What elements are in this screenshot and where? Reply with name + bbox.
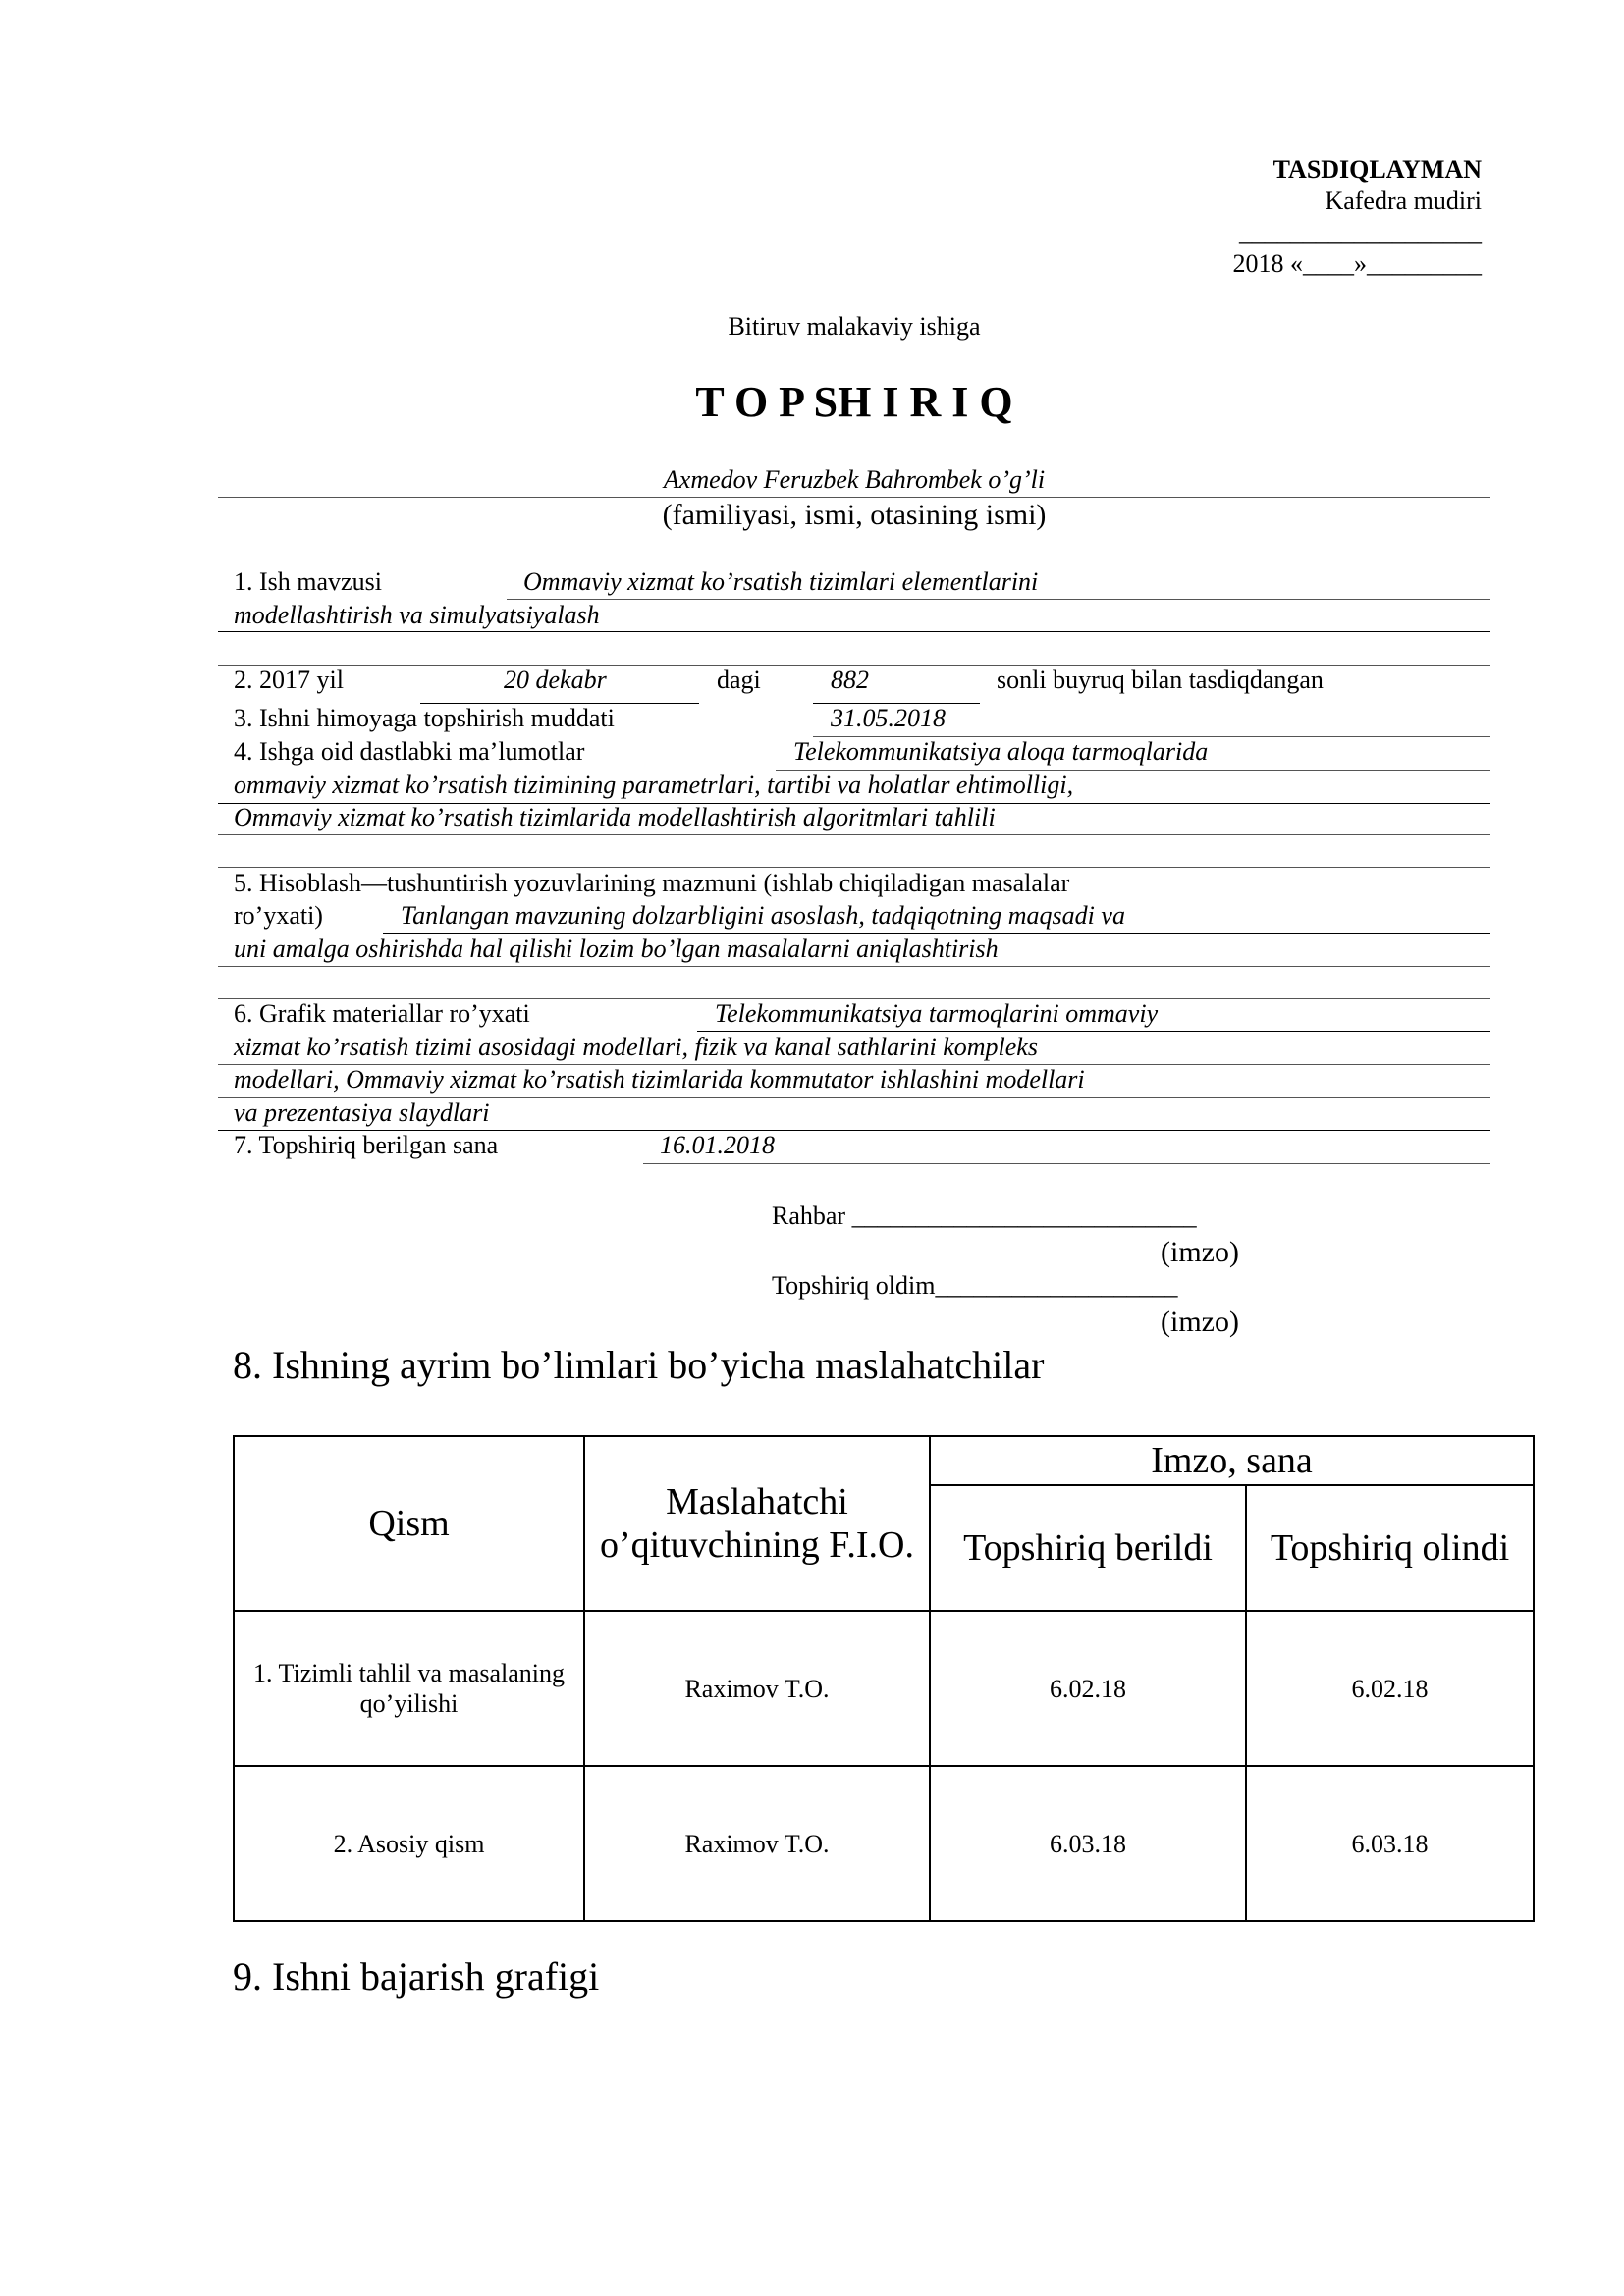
s1-value-1: Ommaviy xizmat ko’rsatish tizimlari elementlarini: [523, 567, 1039, 596]
s6-value-1: Telekommunikatsiya tarmoqlarini ommaviy: [715, 999, 1159, 1028]
approval-signature-line: ___________________: [1239, 218, 1482, 246]
s4-value-1: Telekommunikatsiya aloqa tarmoqlarida: [793, 737, 1209, 766]
student-caption: (familiyasi, ismi, otasining ismi): [662, 499, 1047, 531]
s1-line-1: [507, 599, 1490, 600]
col-received-header: Topshiriq olindi: [1246, 1485, 1534, 1611]
received-signature: Topshiriq oldim___________________: [772, 1271, 1178, 1300]
approval-role: Kafedra mudiri: [1325, 187, 1482, 215]
student-name: Axmedov Feruzbek Bahrombek o’g’li: [663, 465, 1046, 494]
s4-line-4: [218, 867, 1490, 868]
row-received: 6.02.18: [1246, 1611, 1534, 1766]
row-teacher: Raximov T.O.: [584, 1611, 930, 1766]
s2-number: 882: [831, 666, 869, 694]
s1-line-2: [218, 631, 1490, 632]
document-subtitle: Bitiruv malakaviy ishiga: [728, 312, 981, 341]
table-row: [234, 1611, 1534, 1766]
s6-value-2: xizmat ko’rsatish tizimi asosidagi modellari, fizik va kanal sathlarini kompleks: [234, 1033, 1038, 1061]
document-title: T O P SH I R I Q: [695, 378, 1013, 426]
schedule-heading: 9. Ishni bajarish grafigi: [233, 1954, 600, 1999]
s5-label-2: ro’yxati): [234, 901, 323, 930]
s4-value-2: ommaviy xizmat ko’rsatish tizimining parametrlari, tartibi va holatlar ehtimolligi,: [234, 771, 1074, 799]
row-part: 2. Asosiy qism: [234, 1766, 584, 1921]
s3-value: 31.05.2018: [831, 704, 946, 732]
col-given-header: Topshiriq berildi: [930, 1485, 1246, 1611]
s3-label: 3. Ishni himoyaga topshirish muddati: [234, 704, 615, 732]
row-given: 6.02.18: [930, 1611, 1246, 1766]
consultants-table: [233, 1435, 1535, 1922]
s2-date: 20 dekabr: [504, 666, 607, 694]
approval-title: TASDIQLAYMAN: [1272, 155, 1482, 184]
s5-line-1: [383, 933, 1490, 934]
s6-label: 6. Grafik materiallar ro’yxati: [234, 999, 530, 1028]
col-teacher-header: Maslahatchi o’qituvchining F.I.O.: [584, 1436, 930, 1611]
s4-line-3: [218, 834, 1490, 835]
s4-value-3: Ommaviy xizmat ko’rsatish tizimlarida modellashtirish algoritmlari tahlili: [234, 803, 996, 831]
s7-line: [643, 1163, 1490, 1164]
s2-tail: sonli buyruq bilan tasdiqdangan: [997, 666, 1324, 694]
supervisor-signature: Rahbar ___________________________: [772, 1201, 1197, 1230]
row-teacher: Raximov T.O.: [584, 1766, 930, 1921]
s5-line-2: [218, 966, 1490, 967]
s5-value-2: uni amalga oshirishda hal qilishi lozim bo’lgan masalalarni aniqlashtirish: [234, 934, 999, 963]
row-given: 6.03.18: [930, 1766, 1246, 1921]
received-imzo: (imzo): [1161, 1306, 1239, 1338]
s2-label: 2. 2017 yil: [234, 666, 344, 694]
consultants-heading: 8. Ishning ayrim bo’limlari bo’yicha maslahatchilar: [233, 1343, 1045, 1387]
s2-mid: dagi: [717, 666, 761, 694]
table-row: [234, 1766, 1534, 1921]
s5-label-1: 5. Hisoblash—tushuntirish yozuvlarining mazmuni (ishlab chiqiladigan masalalar: [234, 869, 1070, 897]
s6-value-4: va prezentasiya slaydlari: [234, 1098, 490, 1127]
col-part-header: Qism: [234, 1436, 584, 1611]
s5-value-1: Tanlangan mavzuning dolzarbligini asoslash, tadqiqotning maqsadi va: [401, 901, 1125, 930]
s6-line-1: [697, 1031, 1490, 1032]
s4-label: 4. Ishga oid dastlabki ma’lumotlar: [234, 737, 585, 766]
s6-value-3: modellari, Ommaviy xizmat ko’rsatish tizimlarida kommutator ishlashini modellari: [234, 1065, 1085, 1094]
s1-label: 1. Ish mavzusi: [234, 567, 382, 596]
s7-value: 16.01.2018: [660, 1131, 775, 1159]
s7-label: 7. Topshiriq berilgan sana: [234, 1131, 499, 1159]
col-sign-header: Imzo, sana: [930, 1436, 1534, 1485]
row-received: 6.03.18: [1246, 1766, 1534, 1921]
student-name-line: [218, 497, 1490, 498]
s1-value-2: modellashtirish va simulyatsiyalash: [234, 601, 600, 629]
supervisor-imzo: (imzo): [1161, 1236, 1239, 1268]
approval-date-line: 2018 «____»_________: [1232, 249, 1482, 278]
row-part: 1. Tizimli tahlil va masalaning qo’yilishi: [234, 1611, 584, 1766]
